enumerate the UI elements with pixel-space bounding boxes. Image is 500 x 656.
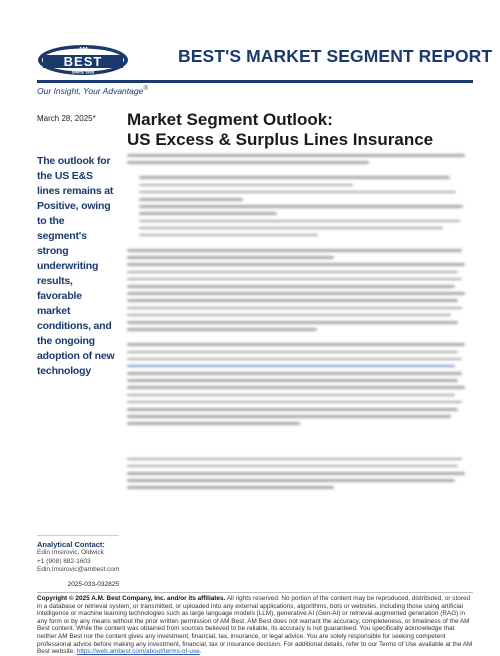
- am-best-logo: [37, 44, 129, 76]
- blurred-bullet-line: [139, 220, 460, 223]
- blurred-text-line: [127, 263, 465, 266]
- blurred-text-line: [127, 249, 462, 252]
- blurred-text-line: [127, 343, 465, 346]
- blurred-text-line: [127, 394, 455, 397]
- blurred-text-line: [127, 465, 458, 468]
- contact-email[interactable]: Edin.Imsirovic@ambest.com: [37, 566, 120, 573]
- footer-divider: [37, 592, 473, 593]
- article-body-blurred: [127, 154, 472, 494]
- blurred-text-line: [127, 314, 451, 317]
- blurred-bullet-line: [139, 234, 318, 237]
- copyright-text: All rights reserved. No portion of the content may be reproduced, distributed, or stored in a database or retrieval system, or transmitted, or uploaded into any external applications, algorithms, bots or websites, including those using artificial intelligence or machine learning technologies such as large language models (LLM), generative AI (Gen-AI) or retrieval-augmented generation (RAG) in any form or by any means without the prior written permission of AM Best. AM Best does not warrant the accuracy, completeness, or timeliness of the AM Best content. While the content was obtained from sources believed to be reliable, its accuracy is not guaranteed. You specifically acknowledge that neither AM Best nor the content gives any investment, financial, tax, insurance, or legal advice. You are solely responsible for seeking competent professional advice before making any investment, financial, tax or insurance decision. For additional details, refer to our Terms of Use available at the AM Best website:: [37, 595, 473, 656]
- blurred-text-line: [127, 372, 462, 375]
- blurred-link-line[interactable]: [127, 365, 455, 368]
- blurred-text-line: [127, 408, 458, 411]
- blurred-text-line: [127, 358, 462, 361]
- logo-sub-text: SINCE 1899: [71, 69, 95, 75]
- blurred-bullet-line: [139, 198, 243, 201]
- blurred-bullet-line: [139, 184, 353, 187]
- blurred-text-line: [127, 271, 458, 274]
- blurred-text-line: [127, 161, 369, 164]
- blurred-text-line: [127, 386, 465, 389]
- copyright-bold: Copyright © 2025 A.M. Best Company, Inc. and/or its affiliates.: [37, 595, 226, 602]
- blurred-text-line: [127, 486, 334, 489]
- blurred-text-line: [127, 472, 465, 475]
- blurred-text-line: [127, 379, 458, 382]
- title-line-1: Market Segment Outlook:: [127, 110, 333, 129]
- blurred-text-line: [127, 278, 462, 281]
- blurred-text-line: [127, 479, 455, 482]
- blurred-text-line: [127, 415, 451, 418]
- document-number: 2025-033-032825: [67, 581, 119, 588]
- blurred-text-line: [127, 292, 465, 295]
- blurred-text-line: [127, 328, 317, 331]
- registered-mark: ®: [143, 86, 148, 93]
- report-date: March 28, 2025*: [37, 114, 96, 123]
- blurred-text-line: [127, 307, 462, 310]
- blurred-bullet-line: [139, 191, 456, 194]
- copyright-end: .: [199, 648, 202, 656]
- analytical-contact: [37, 535, 119, 588]
- tagline-text: Our Insight, Your Advantage: [37, 86, 144, 96]
- blurred-bullet-line: [139, 227, 443, 230]
- contact-name: Edin Imsirovic, Oldwick: [37, 549, 104, 556]
- blurred-text-line: [127, 351, 458, 354]
- logo-main-text: BEST: [63, 54, 103, 69]
- blurred-bullet-line: [139, 212, 277, 215]
- report-series-title: BEST'S MARKET SEGMENT REPORT: [178, 46, 493, 66]
- blurred-text-line: [127, 154, 465, 157]
- blurred-text-line: [127, 458, 462, 461]
- blurred-text-line: [127, 285, 455, 288]
- blurred-bullet-line: [139, 176, 450, 179]
- blurred-text-line: [127, 321, 458, 324]
- terms-of-use-link[interactable]: https://web.ambest.com/about/terms-of-use: [76, 648, 200, 656]
- blurred-text-line: [127, 422, 300, 425]
- blurred-text-line: [127, 256, 334, 259]
- contact-heading: Analytical Contact:: [37, 540, 105, 549]
- blurred-text-line: [127, 299, 458, 302]
- sidebar-summary: The outlook for the US E&S lines remains at Positive, owing to the segment's strong underwriting results, favorable market conditions, and the ongoing adoption of new technology: [37, 155, 115, 377]
- logo-graphic: [37, 44, 129, 76]
- header-divider: [37, 80, 473, 83]
- title-line-2: US Excess & Surplus Lines Insurance: [127, 130, 434, 149]
- blurred-bullet-line: [139, 205, 463, 208]
- contact-phone[interactable]: +1 (908) 882-1603: [37, 557, 91, 565]
- article-title: [127, 110, 472, 150]
- tagline: [37, 86, 148, 96]
- logo-top-text: AM: [78, 47, 88, 54]
- blurred-text-line: [127, 401, 462, 404]
